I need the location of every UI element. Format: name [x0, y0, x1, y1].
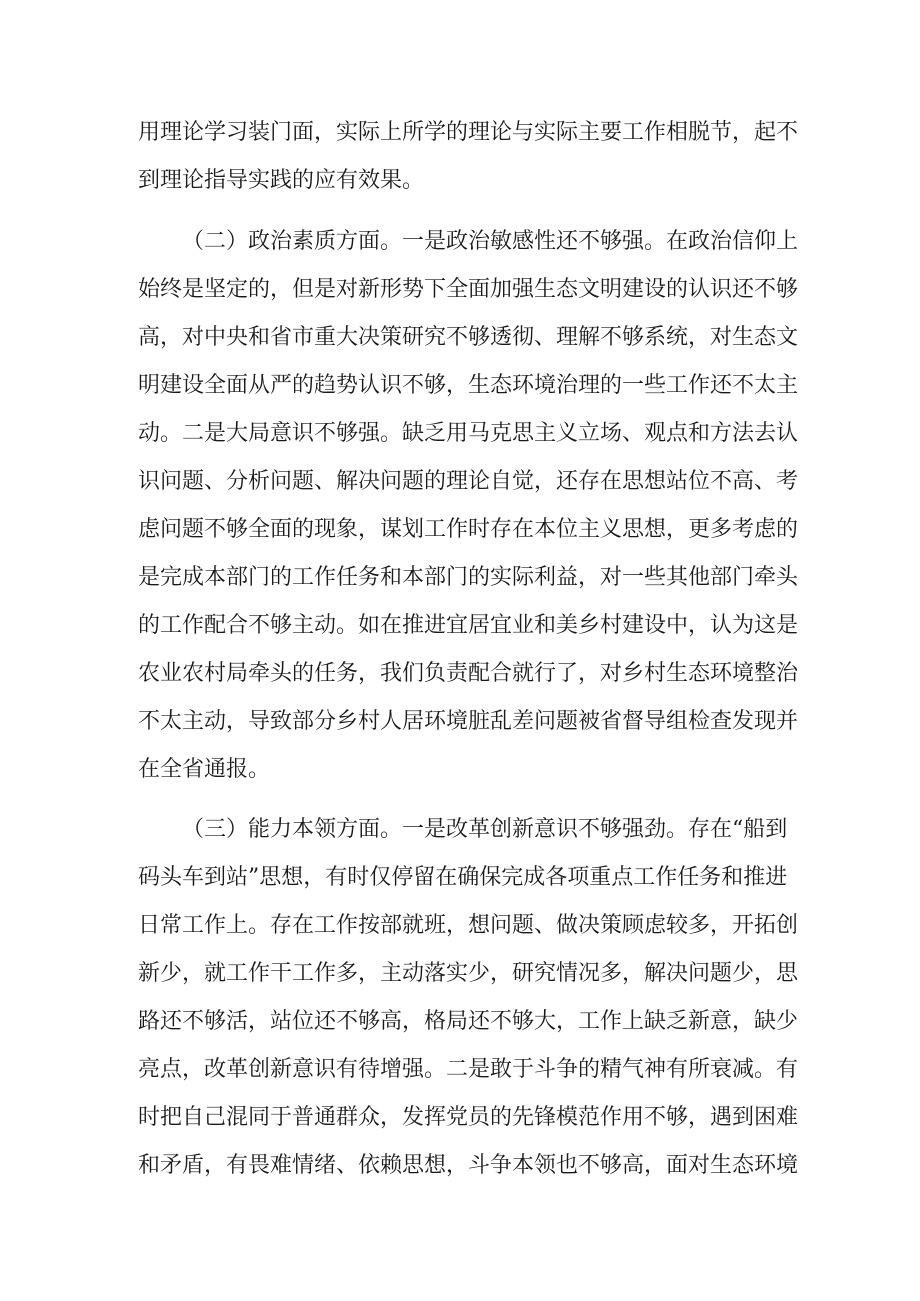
paragraph-3-line-7: 时把自己混同于普通群众，发挥党员的先锋模范作用不够，遇到困难: [138, 1105, 799, 1130]
paragraph-2-line-9: 的工作配合不够主动。如在推进宜居宜业和美乡村建设中，认为这是: [138, 613, 799, 638]
paragraph-1-line-1: 用理论学习装门面，实际上所学的理论与实际主要工作相脱节，起不: [138, 120, 799, 145]
paragraph-2-line-5: 动。二是大局意识不够强。缺乏用马克思主义立场、观点和方法去认: [138, 421, 799, 446]
paragraph-2-line-3: 高，对中央和省市重大决策研究不够透彻、理解不够系统，对生态文: [138, 325, 799, 350]
paragraph-3-line-4: 新少，就工作干工作多，主动落实少，研究情况多，解决问题少，思: [138, 961, 799, 986]
paragraph-2-line-4: 明建设全面从严的趋势认识不够，生态环境治理的一些工作还不太主: [138, 373, 799, 398]
paragraph-3-line-1: （三）能力本领方面。一是改革创新意识不够强劲。存在“船到: [182, 817, 788, 842]
paragraph-1-line-2: 到理论指导实践的应有效果。: [138, 168, 425, 193]
paragraph-2-line-12: 在全省通报。: [138, 757, 271, 782]
paragraph-3-line-5: 路还不够活，站位还不够高，格局还不够大，工作上缺乏新意，缺少: [138, 1009, 799, 1034]
paragraph-2-line-2: 始终是坚定的，但是对新形势下全面加强生态文明建设的认识还不够: [138, 277, 799, 302]
paragraph-3-line-3: 日常工作上。存在工作按部就班，想问题、做决策顾虑较多，开拓创: [138, 913, 799, 938]
paragraph-2-line-10: 农业农村局牵头的任务，我们负责配合就行了，对乡村生态环境整治: [138, 661, 799, 686]
paragraph-2-line-11: 不太主动，导致部分乡村人居环境脏乱差问题被省督导组检查发现并: [138, 709, 799, 734]
paragraph-3-line-2: 码头车到站”思想，有时仅停留在确保完成各项重点工作任务和推进: [138, 865, 788, 890]
paragraph-2-line-6: 识问题、分析问题、解决问题的理论自觉，还存在思想站位不高、考: [138, 469, 799, 494]
paragraph-2-line-7: 虑问题不够全面的现象，谋划工作时存在本位主义思想，更多考虑的: [138, 517, 799, 542]
paragraph-3-line-6: 亮点，改革创新意识有待增强。二是敢于斗争的精气神有所衰减。有: [138, 1057, 799, 1082]
paragraph-2-line-1: （二）政治素质方面。一是政治敏感性还不够强。在政治信仰上: [182, 229, 799, 254]
paragraph-3-line-8: 和矛盾，有畏难情绪、依赖思想，斗争本领也不够高，面对生态环境: [138, 1153, 799, 1178]
paragraph-2-line-8: 是完成本部门的工作任务和本部门的实际利益，对一些其他部门牵头: [138, 565, 799, 590]
